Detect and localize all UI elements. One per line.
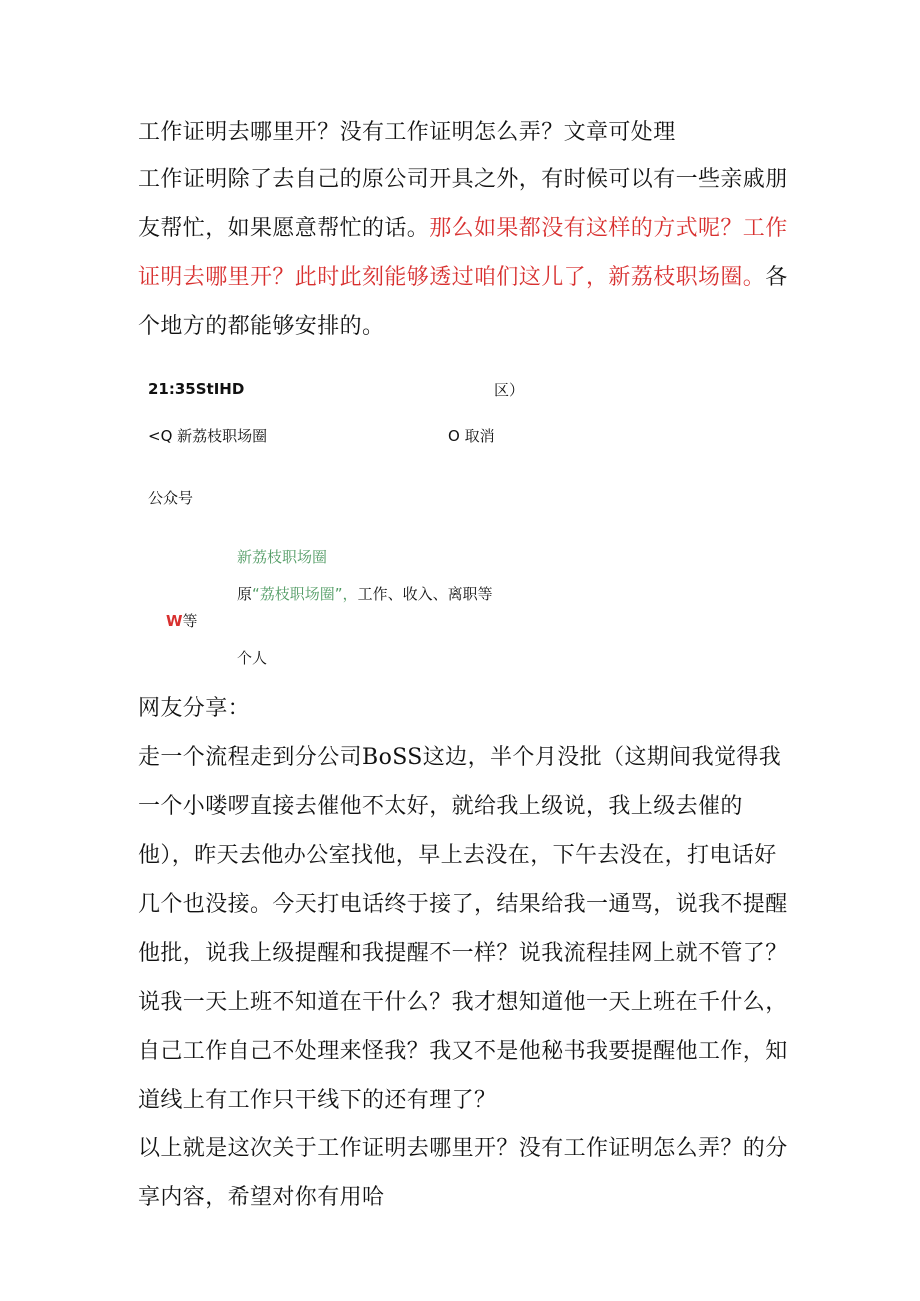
share-body: 走一个流程走到分公司BoSS这边，半个月没批（这期间我觉得我一个小喽啰直接去催他不太好，就给我上级说，我上级去催的他），昨天去他办公室找他，早上去没在，下午去没在，打电话好几个也没接。今天打电话终于接了，结果给我一通骂，说我不提醒他批，说我上级提醒和我提醒不一样？说我流程挂网上就不管了？说我一天上班不知道在干什么？我才想知道他一天上班在千什么，自己工作自己不处理来怪我？我又不是他秘书我要提醒他工作，知道线上有工作只干线下的还有理了？ xyxy=(138,745,788,1113)
status-indicator: 区） xyxy=(494,381,525,399)
wechat-icon: W xyxy=(166,612,183,630)
wechat-suffix: 等 xyxy=(182,612,198,630)
cancel-button[interactable]: O 取消 xyxy=(448,427,495,445)
intro-highlight: 那么如果都没有这样的方式呢？工作证明去哪里开？此时此刻能够透过咱们这儿了，新荔枝职场圈。 xyxy=(138,216,788,290)
desc-quoted: “荔枝职场圈”， xyxy=(252,585,358,603)
intro-text-end: 各个地方的都能够安排的。 xyxy=(138,265,788,339)
article-title: 工作证明去哪里开？没有工作证明怎么弄？文章可处理 xyxy=(138,120,676,145)
desc-suffix: 工作、收入、离职等 xyxy=(357,585,493,603)
intro-text: 工作证明除了去自己的原公司开具之外，有时候可以有一些亲戚朋友帮忙，如果愿意帮忙的话。 xyxy=(138,167,788,241)
status-time: 21:35StIHD xyxy=(148,380,245,398)
intro-paragraph xyxy=(138,155,788,351)
wechat-label xyxy=(166,610,198,631)
account-description xyxy=(237,583,493,604)
desc-prefix: 原 xyxy=(237,585,253,603)
share-heading: 网友分享： xyxy=(138,696,251,721)
summary-paragraph: 以上就是这次关于工作证明去哪里开？没有工作证明怎么弄？的分享内容，希望对你有用哈 xyxy=(138,1136,788,1210)
account-type: 个人 xyxy=(237,649,268,667)
search-query[interactable]: <Q 新荔枝职场圈 xyxy=(148,427,268,445)
section-label: 公众号 xyxy=(148,489,194,507)
account-name[interactable]: 新荔枝职场圈 xyxy=(237,548,328,566)
